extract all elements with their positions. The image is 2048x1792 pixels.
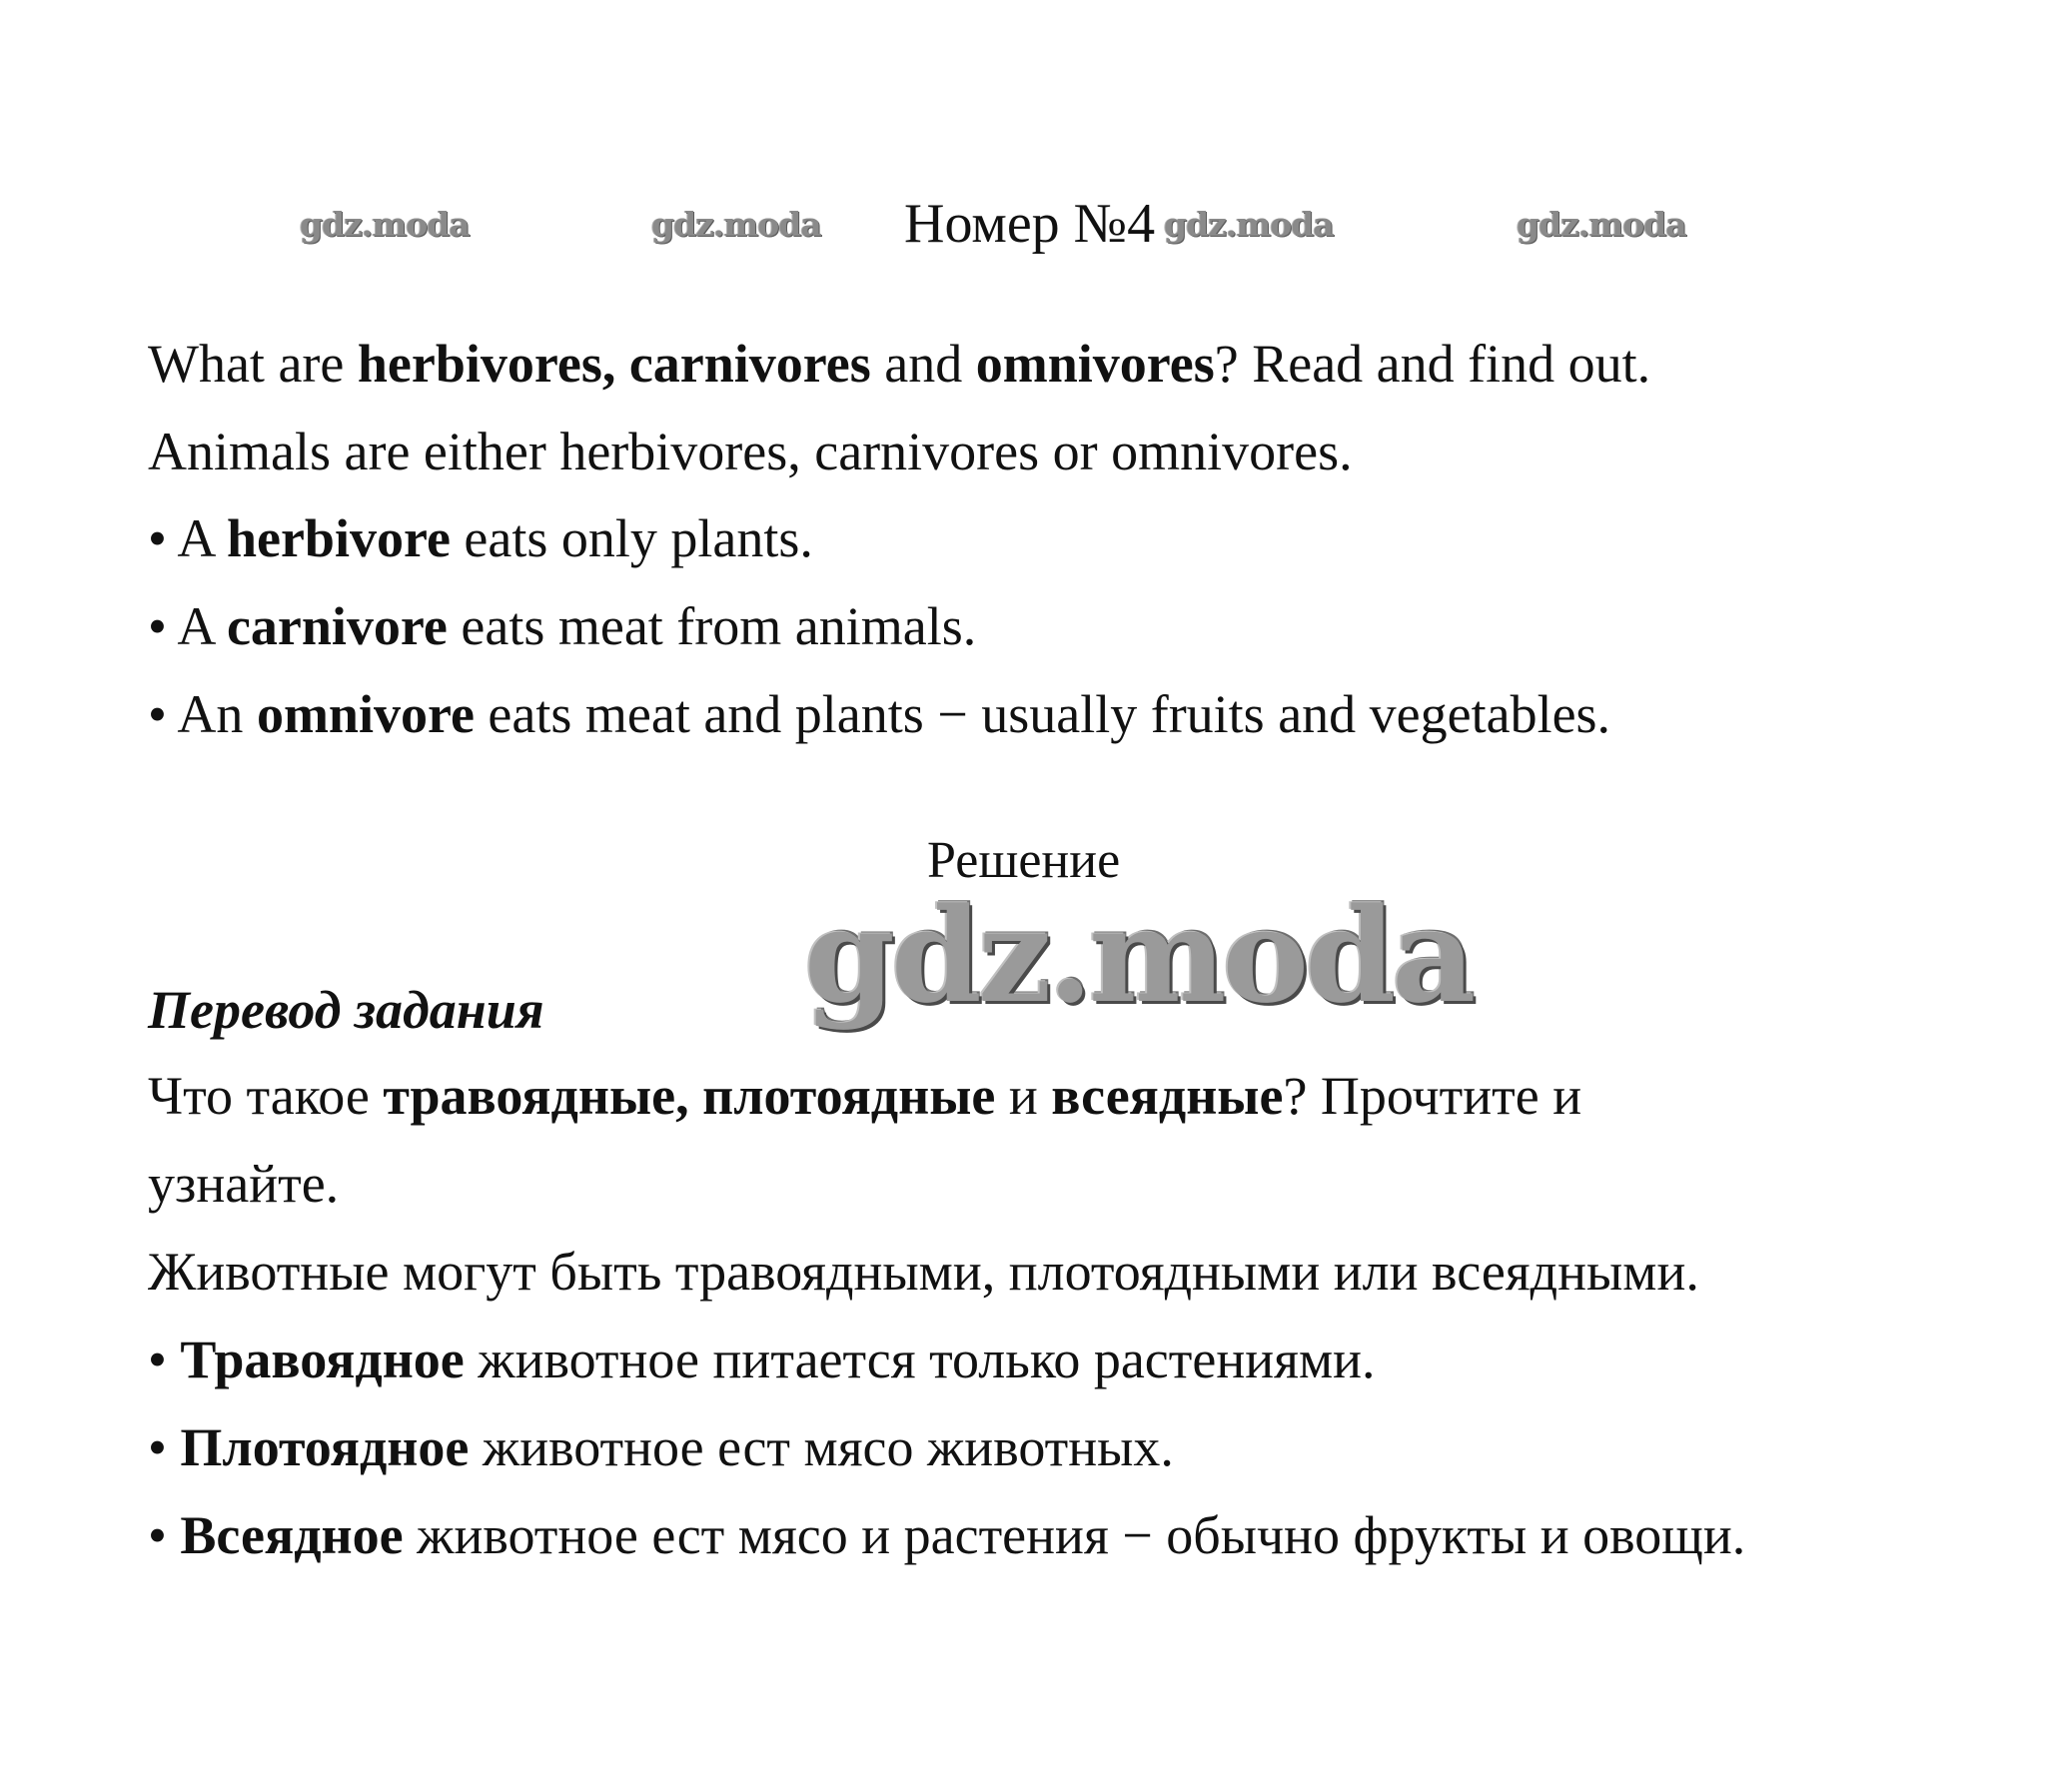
text: ? Read and find out. — [1214, 334, 1651, 394]
bold-term: herbivore — [226, 508, 451, 568]
translation-bullet-omnivore — [148, 1506, 1745, 1565]
text: What are — [148, 334, 358, 394]
text: and — [870, 334, 976, 394]
bullet: • An — [148, 684, 257, 744]
bold-term: Травоядное — [180, 1330, 465, 1389]
text: eats meat from animals. — [447, 596, 977, 656]
watermark-logo: gdz.moda — [1164, 205, 1334, 244]
page-title: Номер №4 — [904, 193, 1156, 255]
watermark-logo-large: gdz.moda — [804, 879, 1473, 1032]
watermark-logo: gdz.moda — [651, 205, 821, 244]
bullet: • — [148, 1330, 181, 1389]
task-question — [148, 335, 1650, 394]
text: Что такое — [148, 1066, 384, 1126]
task-intro: Animals are either herbivores, carnivores or omnivores. — [148, 422, 1353, 481]
text: животное ест мясо животных. — [469, 1417, 1174, 1477]
bold-term: Плотоядное — [180, 1417, 470, 1477]
watermark-logo: gdz.moda — [300, 205, 470, 244]
text: ? Прочтите и — [1283, 1066, 1582, 1126]
translation-intro: Животные могут быть травоядными, плотоядными или всеядными. — [148, 1242, 1699, 1302]
bold-term: omnivore — [256, 684, 475, 744]
bullet: • A — [148, 508, 227, 568]
bold-term: omnivores — [975, 334, 1215, 394]
task-bullet-herbivore — [148, 509, 813, 568]
task-bullet-carnivore — [148, 597, 976, 656]
bold-term: herbivores, carnivores — [357, 334, 871, 394]
solution-title: Решение — [927, 832, 1121, 889]
task-bullet-omnivore — [148, 685, 1610, 744]
bold-term: всеядные — [1051, 1066, 1284, 1126]
bullet: • A — [148, 596, 227, 656]
text: животное ест мясо и растения − обычно фрукты и овощи. — [403, 1505, 1746, 1565]
translation-heading: Перевод задания — [148, 980, 544, 1040]
watermark-logo: gdz.moda — [1517, 205, 1686, 244]
bullet: • — [148, 1505, 181, 1565]
text: животное питается только растениями. — [464, 1330, 1376, 1389]
bullet: • — [148, 1417, 181, 1477]
translation-question-cont: узнайте. — [148, 1154, 340, 1214]
text: eats only plants. — [450, 508, 813, 568]
text: eats meat and plants − usually fruits and vegetables. — [474, 684, 1611, 744]
translation-bullet-herbivore — [148, 1331, 1376, 1389]
text: и — [995, 1066, 1052, 1126]
bold-term: Всеядное — [180, 1505, 404, 1565]
translation-question — [148, 1067, 1581, 1126]
bold-term: травоядные, плотоядные — [383, 1066, 996, 1126]
bold-term: carnivore — [226, 596, 448, 656]
translation-bullet-carnivore — [148, 1418, 1174, 1477]
